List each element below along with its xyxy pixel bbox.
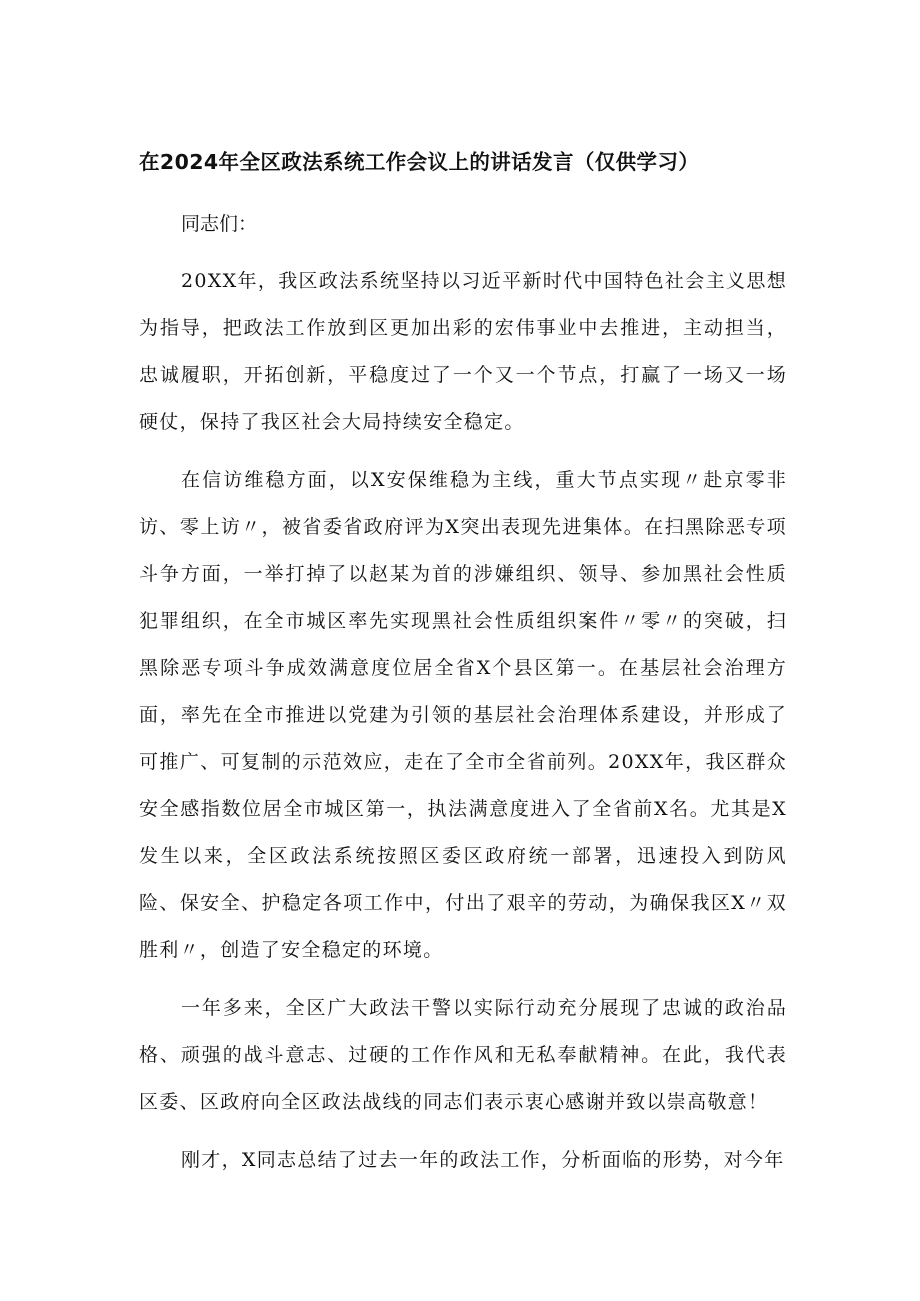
salutation: 同志们： <box>181 213 258 235</box>
paragraph-achievements: 在信访维稳方面，以X安保维稳为主线，重大节点实现〃赴京零非访、零上访〃，被省委省政府评为X突出表现先进集体。在扫黑除恶专项斗争方面，一举打掉了以赵某为首的涉嫌组织、领导、参加黑社会性质犯罪组织，在全市城区率先实现黑社会性质组织案件〃零〃的突破，扫黑除恶专项斗争成效满意度位居全省X个县区第一。在基层社会治理方面，率先在全市推进以党建为引领的基层社会治理体系建设，并形成了可推广、可复制的示范效应，走在了全市全省前列。20XX年，我区群众安全感指数位居全市城区第一，执法满意度进入了全省前X名。尤其是X发生以来，全区政法系统按照区委区政府统一部署，迅速投入到防风险、保安全、护稳定各项工作中，付出了艰辛的劳动，为确保我区X〃双胜利〃，创造了安全稳定的环境。 <box>139 469 787 961</box>
document-body <box>139 141 787 1195</box>
paragraph-gratitude: 一年多来，全区广大政法干警以实际行动充分展现了忠诚的政治品格、顽强的战斗意志、过硬的工作作风和无私奉献精神。在此，我代表区委、区政府向全区政法战线的同志们表示衷心感谢并致以崇高敬意！ <box>139 997 787 1113</box>
document-title: 在2024年全区政法系统工作会议上的讲话发言（仅供学习） <box>139 150 700 174</box>
paragraph-annual-summary: 20XX年，我区政法系统坚持以习近平新时代中国特色社会主义思想为指导，把政法工作放到区更加出彩的宏伟事业中去推进，主动担当，忠诚履职，开拓创新，平稳度过了一个又一个节点，打赢了一场又一场硬仗，保持了我区社会大局持续安全稳定。 <box>139 270 787 433</box>
paragraph-continuation: 刚才，X同志总结了过去一年的政法工作，分析面临的形势，对今年 <box>181 1149 785 1171</box>
